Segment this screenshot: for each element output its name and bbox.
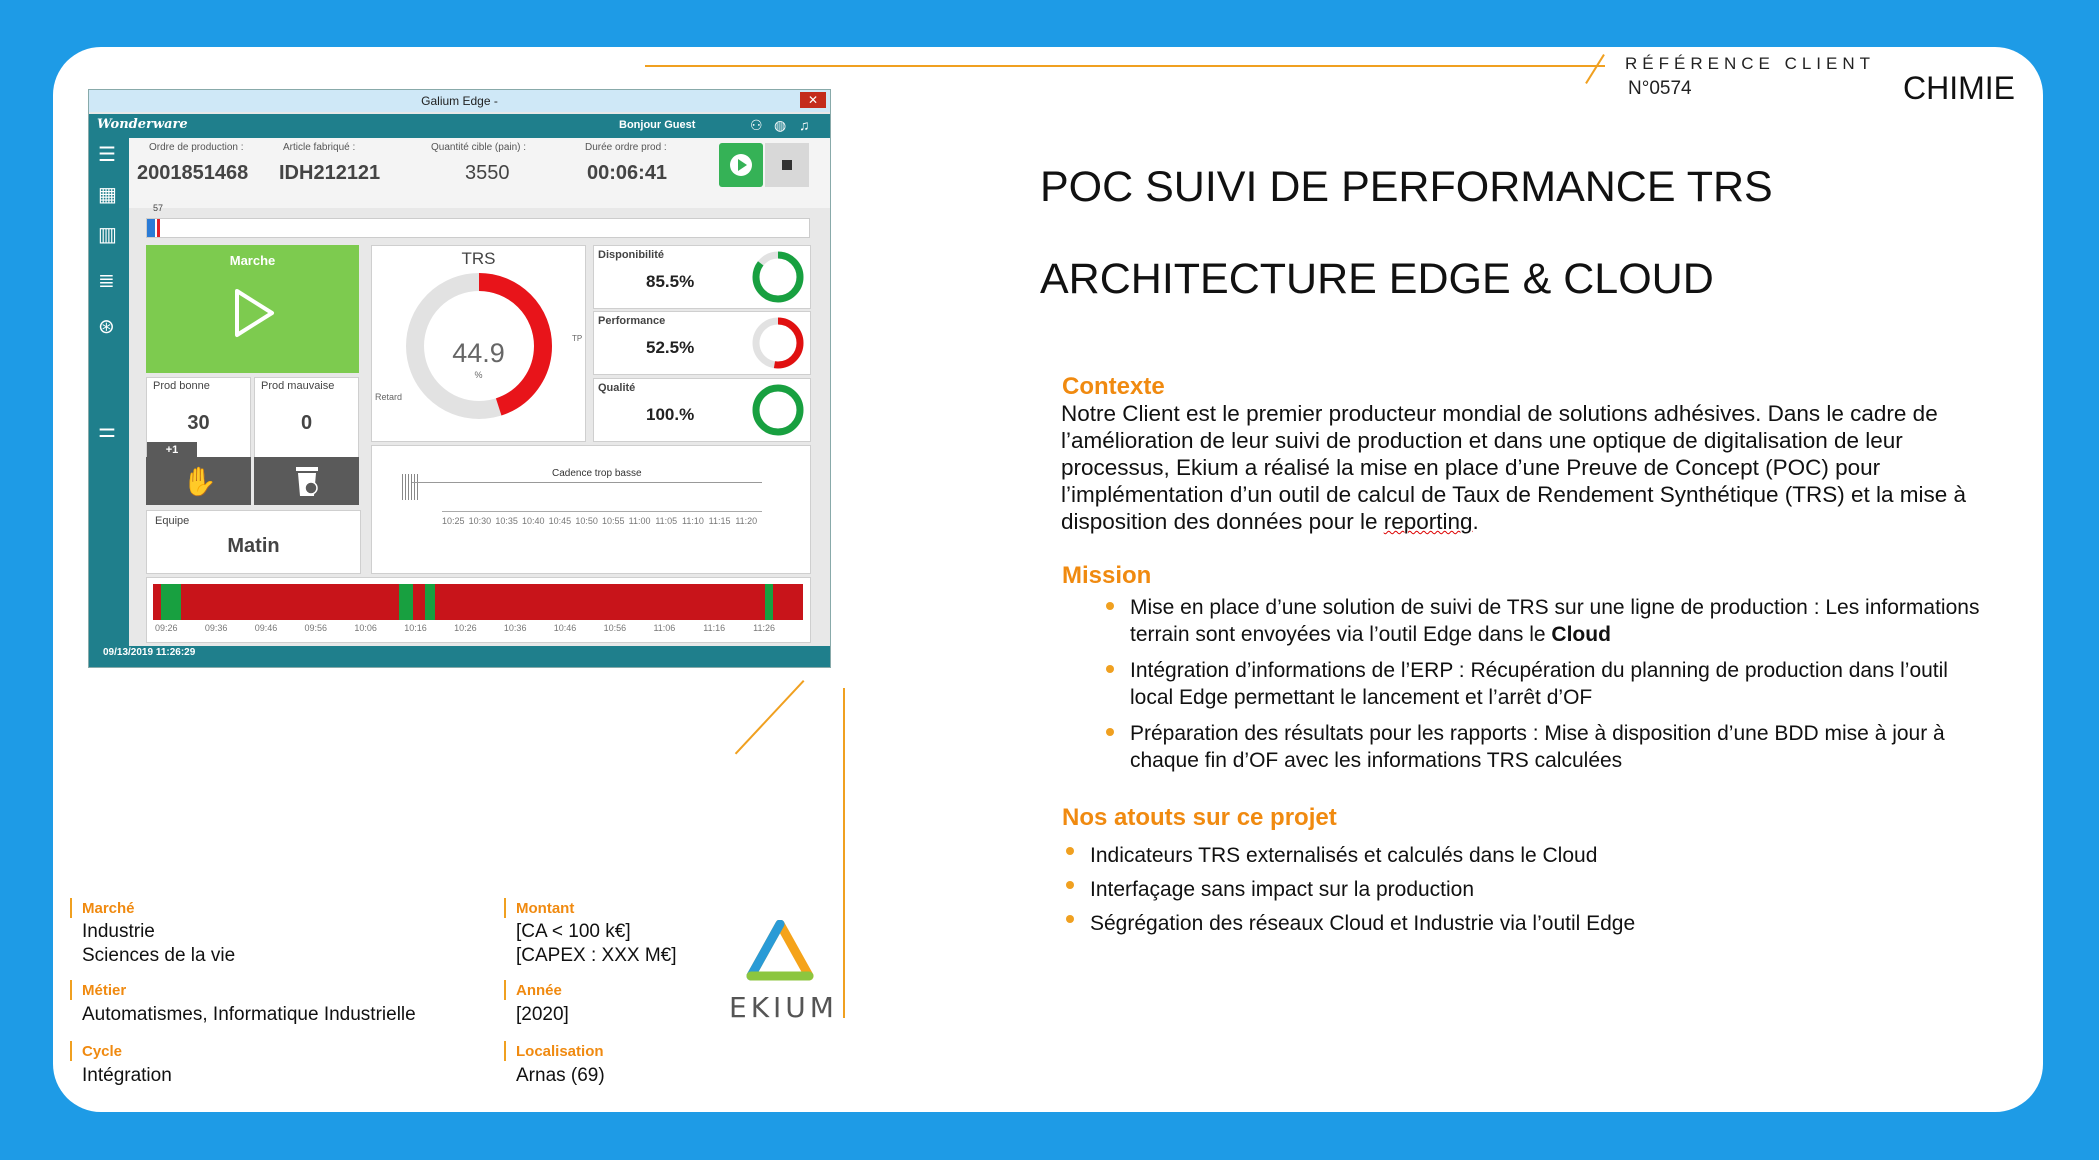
globe-icon[interactable]: ◍ (774, 117, 787, 133)
kpi-value: 85.5% (646, 272, 695, 291)
axis-tick-label: 11:16 (703, 623, 726, 633)
timeline-run-segment (399, 584, 413, 620)
dashboard-icon[interactable]: ▦ (98, 184, 117, 206)
add-bad-button[interactable] (254, 457, 359, 505)
equipe-value: Matin (227, 535, 280, 557)
play-icon (719, 143, 763, 187)
kpi-label: Qualité (598, 382, 636, 394)
app-footer-date: 09/13/2019 11:26:29 (89, 646, 830, 667)
kpi-tile-disponibilite (593, 245, 811, 309)
trash-icon (292, 464, 322, 498)
stop-button[interactable] (765, 143, 809, 187)
axis-tick-label: 09:36 (204, 623, 228, 633)
montant-label: Montant (516, 900, 575, 917)
annee-label: Année (516, 982, 562, 999)
trs-marker-label: TP (572, 334, 583, 343)
decorative-divider (843, 688, 845, 1018)
list-item: Interfaçage sans impact sur la production (1060, 873, 1635, 907)
close-icon[interactable]: ✕ (800, 92, 826, 108)
kpi-value: 52.5% (646, 338, 695, 357)
progress-marker (157, 219, 160, 237)
info-marker (70, 980, 72, 1000)
thumbs-up-icon: ✋ (182, 466, 217, 497)
order-label: Ordre de production : (149, 142, 244, 153)
mission-item-text: Intégration d’informations de l’ERP : Récupération du planning de production dans l’outil local Edge permettant le lancement et l’arrêt d’OF (1130, 659, 1948, 709)
kpi-donut (750, 315, 806, 371)
page-title: POC SUIVI DE PERFORMANCE TRS (1040, 163, 1773, 211)
contexte-text: Notre Client est le premier producteur mondial de solutions adhésives. Dans le cadre de l’amélioration de leur suivi de production et dans une optique de digitalisation de leur processus, Ekium a réalisé la mise en place d’une Preuve de Concept (POC) pour l’implémentation d’un outil de calcul de Taux de Rendement Synthétique (TRS) et la mise à disposition des données pour le (1061, 401, 1967, 534)
cycle-value: Intégration (82, 1065, 172, 1086)
reference-number: N°0574 (1628, 78, 1692, 99)
cycle-label: Cycle (82, 1043, 123, 1060)
page-subtitle: ARCHITECTURE EDGE & CLOUD (1040, 255, 1714, 303)
status-tile (146, 245, 359, 373)
montant-line1: [CA < 100 k€] (516, 921, 631, 942)
kpi-label: Performance (598, 315, 666, 327)
info-marker (504, 1041, 506, 1061)
trs-unit: % (474, 370, 483, 380)
app-window-title: Galium Edge - (89, 90, 830, 112)
kpi-tile-qualite (593, 378, 811, 442)
mission-heading: Mission (1062, 562, 1152, 589)
trs-title: TRS (461, 249, 496, 268)
kpi-label: Disponibilité (598, 249, 664, 261)
play-status-icon (232, 287, 276, 339)
settings-icon[interactable]: ⊛ (98, 316, 115, 338)
prod-mauvaise-value: 0 (300, 412, 313, 434)
trs-value: 44.9 (452, 338, 505, 368)
order-value: 2001851468 (137, 162, 249, 184)
bell-icon[interactable]: ♫ (799, 117, 810, 133)
header-rule (645, 65, 1605, 67)
app-sidebar (89, 138, 129, 646)
atouts-list (1060, 839, 1635, 941)
play-button[interactable] (719, 143, 763, 187)
article-value: IDH212121 (279, 162, 381, 184)
axis-tick-label: 10:16 (404, 623, 427, 633)
metier-value: Automatismes, Informatique Industrielle (82, 1004, 416, 1025)
axis-tick-label: 11:26 (753, 623, 775, 633)
quantity-value: 3550 (465, 162, 510, 184)
marche-label: Marché (82, 900, 135, 917)
info-marker (504, 898, 506, 918)
kpi-donut (750, 382, 806, 438)
montant-line2: [CAPEX : XXX M€] (516, 945, 677, 966)
list-icon[interactable]: ≣ (98, 270, 115, 292)
contexte-underlined-word: reporting (1383, 509, 1473, 534)
axis-tick-label: 10:25 (442, 516, 465, 526)
duration-value: 00:06:41 (587, 162, 668, 184)
timeline-run-segment (161, 584, 181, 620)
axis-tick-label: 09:46 (254, 623, 278, 633)
prod-mauvaise-tile (254, 377, 359, 459)
mission-item-bold: Cloud (1551, 623, 1611, 646)
marche-line2: Sciences de la vie (82, 945, 236, 966)
increment-badge: +1 (147, 442, 197, 458)
info-marker (70, 898, 72, 918)
contexte-paragraph (1061, 400, 2001, 535)
cadence-label: Cadence trop basse (552, 468, 642, 479)
atouts-heading: Nos atouts sur ce projet (1062, 804, 1337, 831)
article-label: Article fabriqué : (283, 142, 356, 153)
axis-tick-label: 10:56 (603, 623, 627, 633)
axis-tick-label: 10:26 (454, 623, 477, 633)
list-item: Indicateurs TRS externalisés et calculés dans le Cloud (1060, 839, 1635, 873)
axis-tick-label: 10:55 (602, 516, 625, 526)
equipe-label: Equipe (155, 515, 190, 527)
marche-line1: Industrie (82, 921, 155, 942)
prod-bonne-value: 30 (187, 412, 210, 434)
progress-label: 57 (153, 203, 164, 213)
axis-tick-label: 10:50 (575, 516, 598, 526)
prod-mauvaise-label: Prod mauvaise (261, 380, 335, 392)
axis-tick-label: 10:40 (522, 516, 545, 526)
stop-icon (765, 143, 809, 187)
cadence-trace (402, 474, 420, 500)
quantity-label: Quantité cible (pain) : (431, 142, 527, 153)
cadence-axis (442, 511, 762, 512)
axis-tick-label: 11:10 (682, 516, 704, 526)
axis-tick-label: 11:00 (628, 516, 651, 526)
add-good-button[interactable] (146, 457, 251, 505)
timeline-run-segment (425, 584, 435, 620)
localisation-value: Arnas (69) (516, 1065, 605, 1086)
status-label: Marche (229, 253, 276, 268)
info-marker (504, 980, 506, 1000)
axis-tick-label: 10:35 (495, 516, 518, 526)
axis-tick-label: 11:06 (653, 623, 676, 633)
kpi-donut (750, 249, 806, 305)
axis-tick-label: 10:46 (553, 623, 577, 633)
progress-fill (147, 219, 155, 237)
trs-retard-label: Retard (375, 392, 403, 402)
chart-icon[interactable]: ▥ (98, 224, 117, 246)
user-icon[interactable]: ⚇ (750, 117, 763, 133)
app-screenshot (88, 89, 831, 668)
duration-label: Durée ordre prod : (585, 142, 667, 153)
kpi-tile-performance (593, 311, 811, 375)
timeline-tile (146, 577, 811, 643)
cadence-tile (371, 445, 811, 574)
axis-tick-label: 09:56 (304, 623, 328, 633)
reference-label: RÉFÉRENCE CLIENT (1625, 54, 1876, 73)
list-item (1100, 657, 1990, 711)
mission-item-text: Préparation des résultats pour les rapports : Mise à disposition d’une BDD mise à jour à chaque fin d’OF avec les informations TRS calculées (1130, 722, 1945, 772)
axis-tick-label: 11:15 (708, 516, 731, 526)
timeline-bar (153, 584, 803, 620)
sliders-icon[interactable]: ⚌ (98, 420, 116, 442)
mission-item-text: Mise en place d’une solution de suivi de TRS sur une ligne de production : Les informations terrain sont envoyées via l’outil Edge dans le (1130, 596, 1980, 646)
list-item (1100, 594, 1990, 648)
axis-tick-label: 10:06 (354, 623, 377, 633)
axis-tick-label: 10:45 (548, 516, 572, 526)
info-marker (70, 1041, 72, 1061)
list-item (1100, 720, 1990, 774)
equipe-tile (146, 510, 361, 574)
list-item: Ségrégation des réseaux Cloud et Industrie via l’outil Edge (1060, 907, 1635, 941)
sector-label: CHIMIE (1903, 70, 2015, 106)
timeline-run-segment (765, 584, 773, 620)
mission-list (1100, 594, 1990, 783)
prod-bonne-tile (146, 377, 251, 459)
app-brand: Wonderware (97, 117, 188, 132)
order-progress-bar (146, 218, 810, 238)
trs-tile (371, 245, 586, 442)
ekium-logo-icon (745, 920, 815, 986)
contexte-heading: Contexte (1062, 373, 1165, 400)
app-top-nav (89, 114, 830, 138)
axis-tick-label: 11:20 (735, 516, 758, 526)
annee-value: [2020] (516, 1004, 569, 1025)
axis-tick-label: 10:36 (503, 623, 527, 633)
axis-tick-label: 10:30 (468, 516, 492, 526)
metier-label: Métier (82, 982, 127, 999)
axis-tick-label: 09:26 (155, 623, 178, 633)
localisation-label: Localisation (516, 1043, 604, 1060)
app-greeting: Bonjour Guest (619, 119, 696, 131)
menu-icon[interactable]: ☰ (98, 144, 116, 166)
kpi-value: 100.% (646, 405, 695, 424)
contexte-text-end: . (1472, 509, 1479, 534)
axis-tick-label: 11:05 (655, 516, 678, 526)
prod-bonne-label: Prod bonne (153, 380, 210, 392)
cadence-baseline (412, 482, 762, 483)
ekium-logo-text: EKIUM (729, 991, 838, 1024)
kpi-donut-arc (756, 388, 800, 432)
